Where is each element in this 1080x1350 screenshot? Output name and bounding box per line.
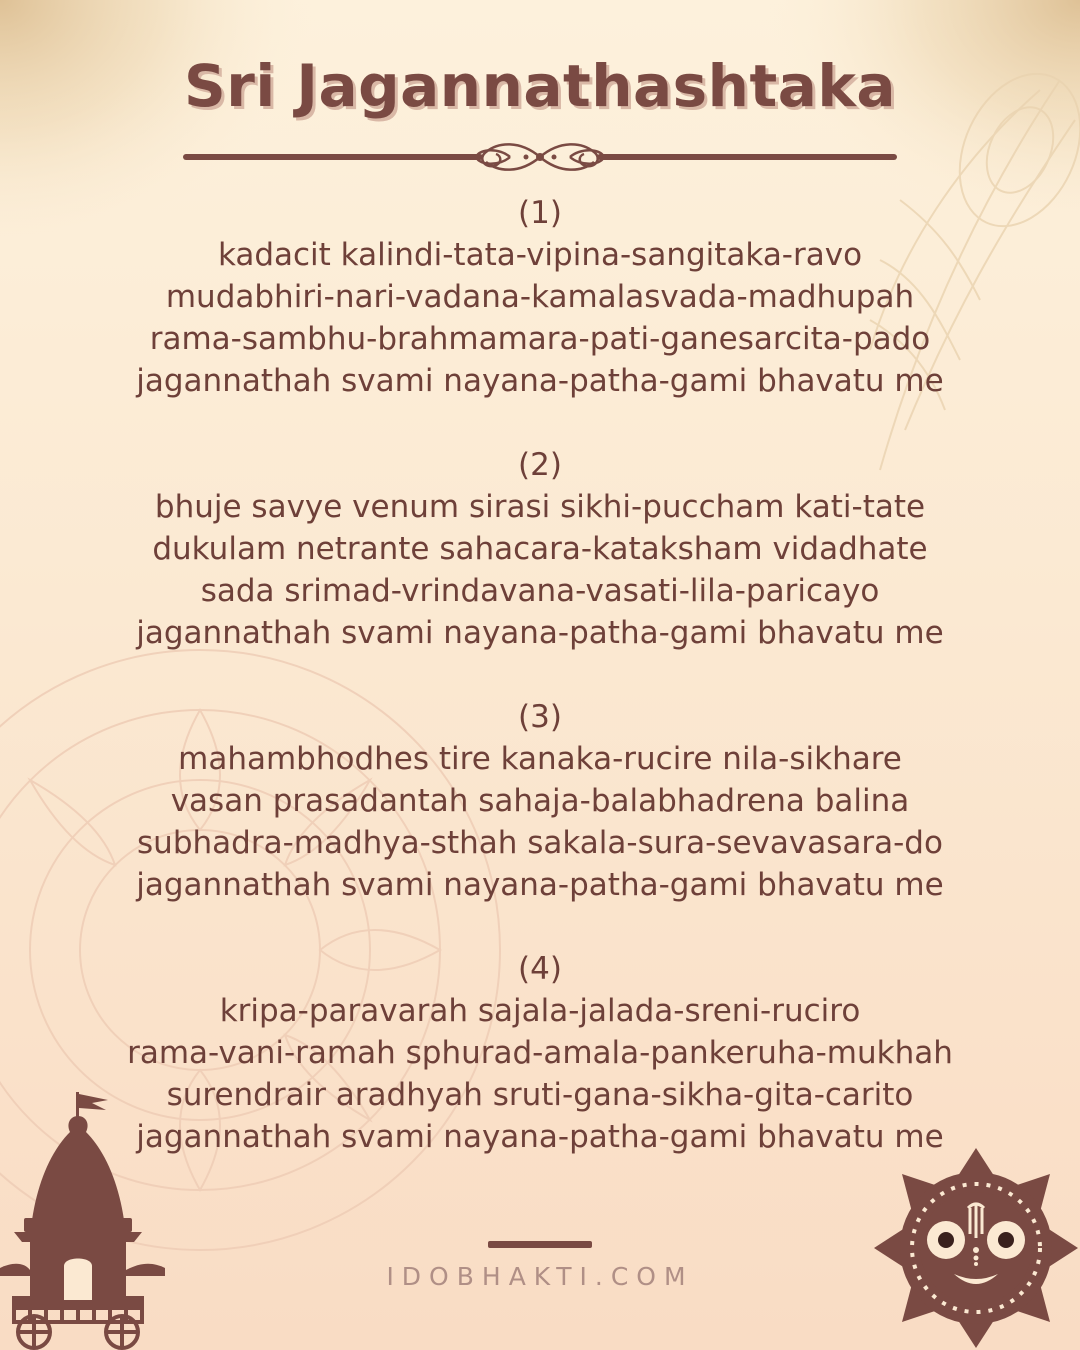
verse-line: jagannathah svami nayana-patha-gami bhavatu me bbox=[136, 867, 944, 903]
verse-number: (2) bbox=[518, 447, 562, 483]
temple-chariot-icon bbox=[0, 1090, 165, 1350]
jagannath-face-icon bbox=[872, 1146, 1080, 1350]
verse-line: bhuje savye venum sirasi sikhi-puccham kati-tate bbox=[154, 489, 926, 525]
verse-line: subhadra-madhya-sthah sakala-sura-sevavasara-do bbox=[137, 825, 943, 861]
verse-number: (1) bbox=[518, 195, 562, 231]
verse-3 bbox=[0, 696, 1080, 906]
verses-container bbox=[0, 192, 1080, 1200]
verse-line: jagannathah svami nayana-patha-gami bhavatu me bbox=[136, 1119, 944, 1155]
verse-line: sada srimad-vrindavana-vasati-lila-paricayo bbox=[200, 573, 880, 609]
verse-line: kripa-paravarah sajala-jalada-sreni-ruciro bbox=[219, 993, 861, 1029]
verse-number: (4) bbox=[518, 951, 562, 987]
verse-line: vasan prasadantah sahaja-balabhadrena balina bbox=[170, 783, 910, 819]
verse-line: kadacit kalindi-tata-vipina-sangitaka-ravo bbox=[217, 237, 863, 273]
ornamental-divider-icon bbox=[180, 130, 900, 184]
footer-divider bbox=[488, 1241, 592, 1248]
verse-line: mudabhiri-nari-vadana-kamalasvada-madhupah bbox=[165, 279, 915, 315]
verse-2 bbox=[0, 444, 1080, 654]
verse-line: jagannathah svami nayana-patha-gami bhavatu me bbox=[136, 363, 944, 399]
verse-line: dukulam netrante sahacara-kataksham vidadhate bbox=[152, 531, 928, 567]
verse-line: rama-sambhu-brahmamara-pati-ganesarcita-pado bbox=[149, 321, 931, 357]
verse-line: surendrair aradhyah sruti-gana-sikha-gita-carito bbox=[166, 1077, 914, 1113]
verse-1 bbox=[0, 192, 1080, 402]
page-title: Sri Jagannathashtaka bbox=[183, 52, 897, 120]
verse-number: (3) bbox=[518, 699, 562, 735]
website-label: IDOBHAKTI.COM bbox=[386, 1262, 694, 1291]
verse-line: mahambhodhes tire kanaka-rucire nila-sikhare bbox=[178, 741, 902, 777]
verse-line: jagannathah svami nayana-patha-gami bhavatu me bbox=[136, 615, 944, 651]
verse-line: rama-vani-ramah sphurad-amala-pankeruha-mukhah bbox=[127, 1035, 953, 1071]
